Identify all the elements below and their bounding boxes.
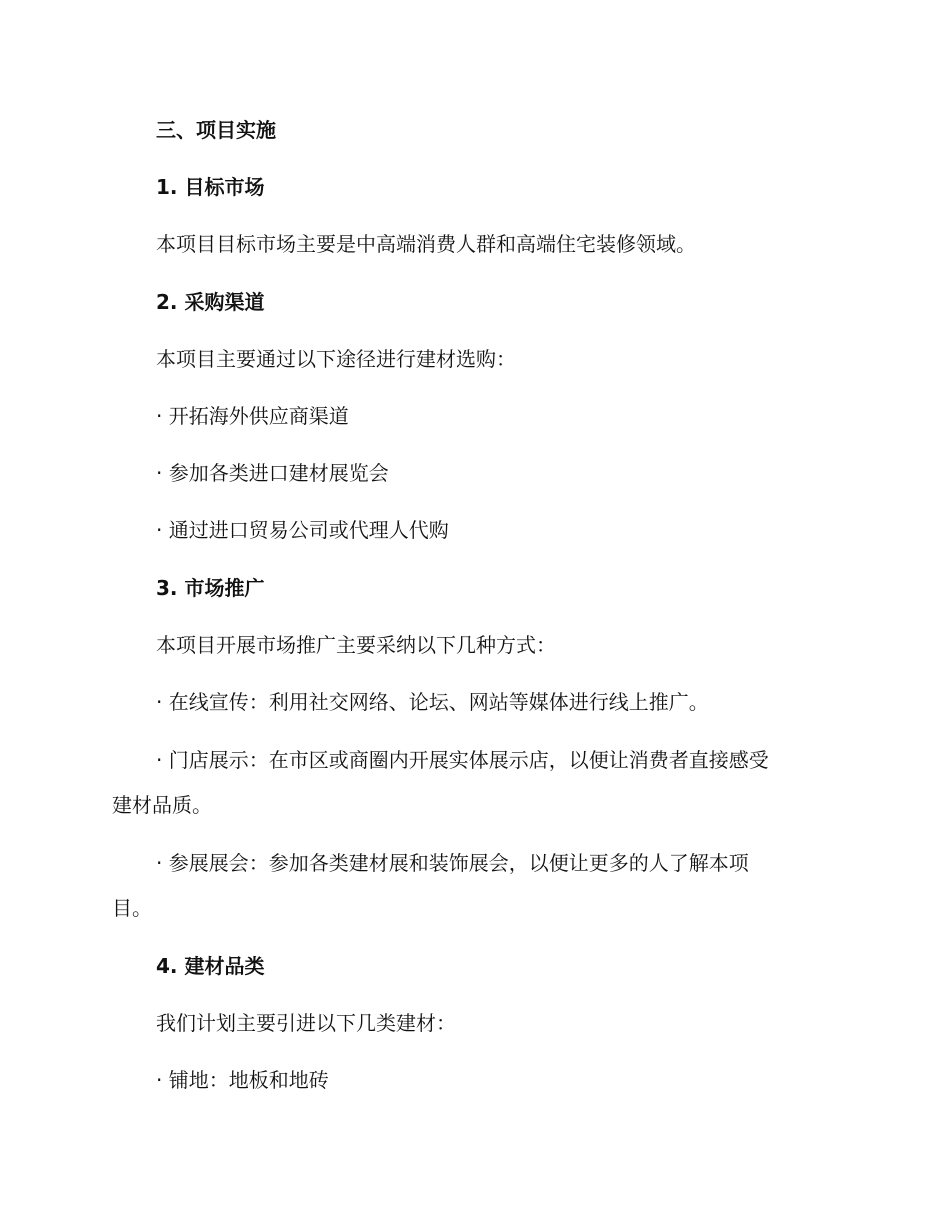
list-item-materials-1: · 铺地：地板和地砖 bbox=[156, 1068, 329, 1092]
list-item-promotion-2-line-2: 建材品质。 bbox=[112, 793, 212, 817]
list-item-procurement-1: · 开拓海外供应商渠道 bbox=[156, 404, 349, 428]
heading-promotion: 3. 市场推广 bbox=[156, 576, 265, 600]
list-item-procurement-2: · 参加各类进口建材展览会 bbox=[156, 461, 389, 485]
paragraph-promotion-intro: 本项目开展市场推广主要采纳以下几种方式： bbox=[156, 633, 556, 657]
paragraph-materials-intro: 我们计划主要引进以下几类建材： bbox=[156, 1011, 456, 1035]
heading-materials: 4. 建材品类 bbox=[156, 954, 265, 978]
list-item-procurement-3: · 通过进口贸易公司或代理人代购 bbox=[156, 518, 449, 542]
paragraph-procurement-intro: 本项目主要通过以下途径进行建材选购： bbox=[156, 347, 516, 371]
list-item-promotion-3-line-2: 目。 bbox=[112, 896, 152, 920]
heading-target-market: 1. 目标市场 bbox=[156, 175, 265, 199]
heading-procurement: 2. 采购渠道 bbox=[156, 290, 265, 314]
list-item-promotion-2-line-1: · 门店展示：在市区或商圈内开展实体展示店，以便让消费者直接感受 bbox=[156, 748, 769, 772]
paragraph-target-market: 本项目目标市场主要是中高端消费人群和高端住宅装修领域。 bbox=[156, 232, 696, 256]
list-item-promotion-3-line-1: · 参展展会：参加各类建材展和装饰展会，以便让更多的人了解本项 bbox=[156, 851, 749, 875]
section-title: 三、项目实施 bbox=[156, 118, 276, 142]
list-item-promotion-1: · 在线宣传：利用社交网络、论坛、网站等媒体进行线上推广。 bbox=[156, 690, 709, 714]
